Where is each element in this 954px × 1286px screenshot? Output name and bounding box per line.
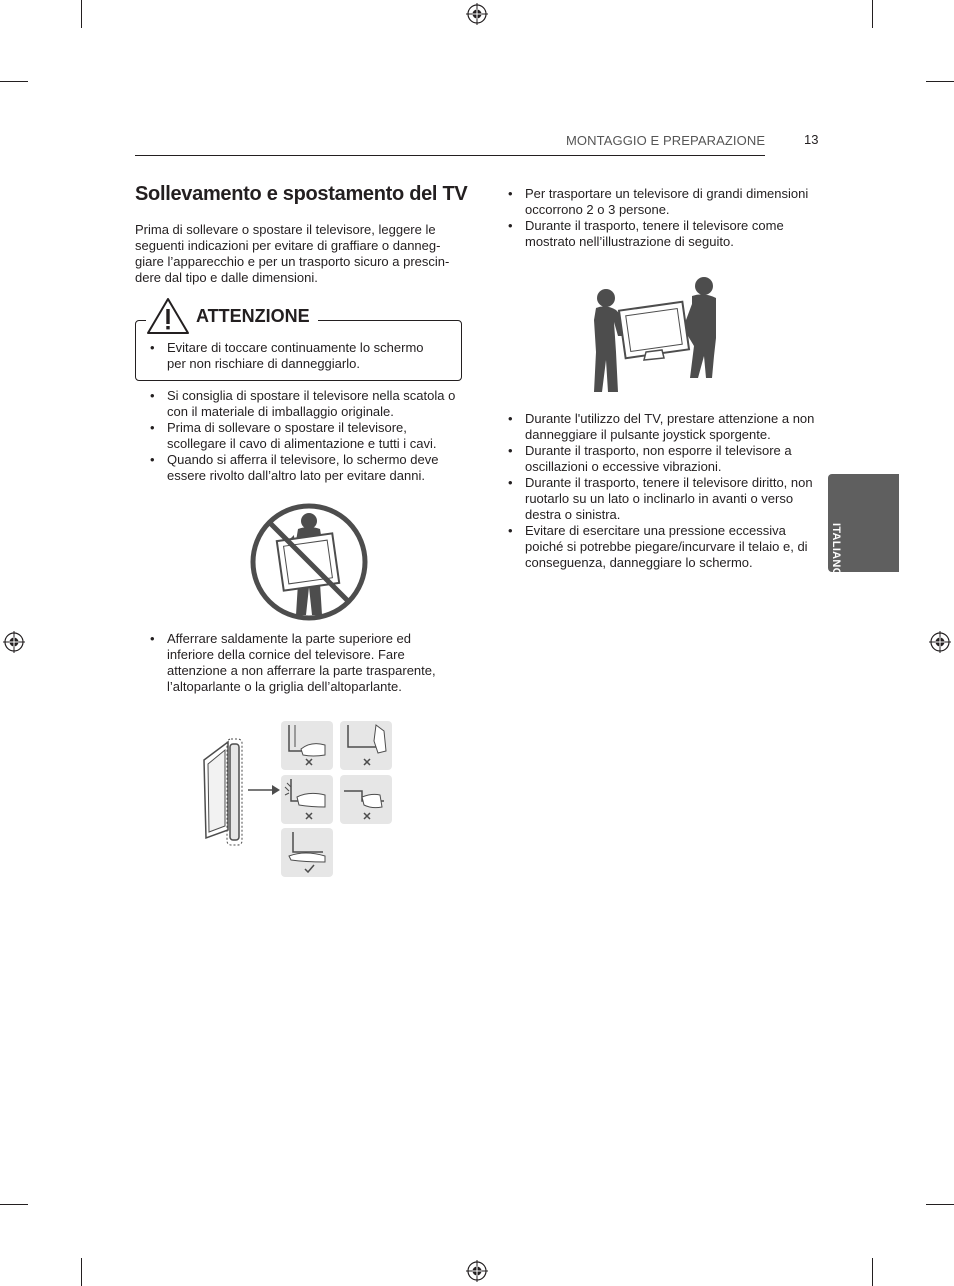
grip-tile-wrong bbox=[281, 775, 333, 824]
list-item: • Afferrare saldamente la parte superiore ed inferiore della cornice del televisore. Fare attenzione a non afferrare la parte trasparente, l’altoparlante o la griglia dell’altoparlante. bbox=[135, 631, 455, 695]
grip-tile-wrong bbox=[281, 721, 333, 770]
registration-crosshair-icon bbox=[929, 631, 951, 653]
language-tab-label: ITALIANO bbox=[830, 523, 842, 577]
grip-tile-wrong bbox=[340, 775, 392, 824]
crop-mark bbox=[872, 0, 873, 28]
list-item: • Per trasportare un televisore di grandi dimensioni occorrono 2 o 3 persone. bbox=[508, 186, 823, 218]
list-item: • Si consiglia di spostare il televisore nella scatola o con il materiale di imballaggio originale. bbox=[135, 388, 465, 420]
grip-tile-correct bbox=[281, 828, 333, 877]
registration-crosshair-icon bbox=[466, 3, 488, 25]
list-item: • Evitare di esercitare una pressione eccessiva poiché si potrebbe piegare/incurvare il telaio e, di conseguenza, danneggiare lo schermo. bbox=[508, 523, 823, 571]
page-number: 13 bbox=[804, 132, 819, 147]
crop-mark bbox=[0, 81, 28, 82]
list-item: • Quando si afferra il televisore, lo schermo deve essere rivolto dall’altro lato per evitare danni. bbox=[135, 452, 465, 484]
crop-mark bbox=[81, 1258, 82, 1286]
left-bullet-list bbox=[135, 388, 465, 484]
caution-list bbox=[135, 340, 435, 372]
two-person-carry-illustration bbox=[592, 276, 720, 394]
left-bullet-list-2 bbox=[135, 631, 455, 695]
caution-title: ATTENZIONE bbox=[196, 305, 310, 326]
right-bullet-list bbox=[508, 186, 823, 250]
list-item: • Evitare di toccare continuamente lo schermo per non rischiare di danneggiarlo. bbox=[135, 340, 435, 372]
warning-triangle-icon bbox=[146, 297, 190, 335]
crop-mark bbox=[926, 1204, 954, 1205]
running-header: MONTAGGIO E PREPARAZIONE bbox=[566, 133, 766, 148]
list-item: • Durante il trasporto, tenere il televisore diritto, non ruotarlo su un lato o inclinarlo in avanti o verso destra o sinistra. bbox=[508, 475, 823, 523]
crop-mark bbox=[926, 81, 954, 82]
section-title: Sollevamento e spostamento del TV bbox=[135, 183, 468, 205]
prohibited-carry-illustration bbox=[250, 503, 368, 621]
intro-paragraph: Prima di sollevare o spostare il televisore, leggere le seguenti indicazioni per evitare di graffiare o danneg-giare l’apparecchio e per un trasporto sicuro a prescin-dere dal tipo e dalle dimensioni. bbox=[135, 222, 450, 285]
list-item: • Durante il trasporto, non esporre il televisore a oscillazioni o eccessive vibrazioni. bbox=[508, 443, 823, 475]
caution-header bbox=[146, 296, 318, 336]
list-item: • Prima di sollevare o spostare il televisore, scollegare il cavo di alimentazione e tutti i cavi. bbox=[135, 420, 465, 452]
registration-crosshair-icon bbox=[3, 631, 25, 653]
registration-crosshair-icon bbox=[466, 1260, 488, 1282]
header-rule bbox=[135, 155, 765, 156]
grip-tile-wrong bbox=[340, 721, 392, 770]
arrow-icon bbox=[248, 784, 280, 796]
tv-side-view-illustration bbox=[198, 738, 253, 846]
list-item: • Durante il trasporto, tenere il televisore come mostrato nell’illustrazione di seguito. bbox=[508, 218, 823, 250]
crop-mark bbox=[872, 1258, 873, 1286]
list-item: • Durante l'utilizzo del TV, prestare attenzione a non danneggiare il pulsante joystick sporgente. bbox=[508, 411, 823, 443]
crop-mark bbox=[0, 1204, 28, 1205]
crop-mark bbox=[81, 0, 82, 28]
right-bullet-list-2 bbox=[508, 411, 823, 571]
